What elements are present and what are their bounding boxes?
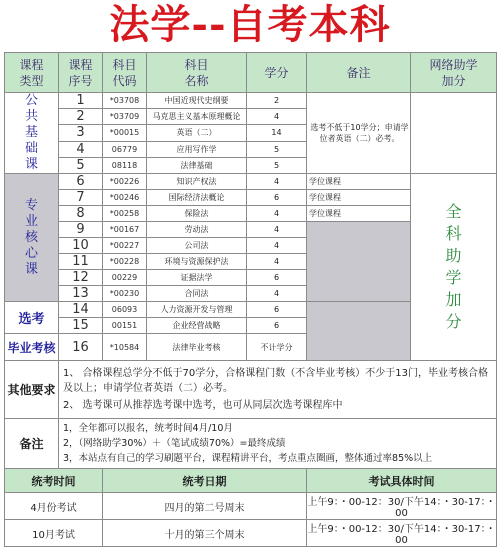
row-seq: 1 bbox=[59, 93, 103, 109]
row-credit: 2 bbox=[247, 93, 307, 109]
row-credit: 4 bbox=[247, 286, 307, 302]
public-remark: 选考不低于10学分；申请学位者英语（二）必考。 bbox=[307, 93, 411, 174]
row-seq: 10 bbox=[59, 238, 103, 254]
row-seq: 9 bbox=[59, 222, 103, 238]
row-credit: 不计学分 bbox=[247, 334, 307, 361]
header-online: 网络助学 加分 bbox=[411, 53, 497, 93]
remark-blank-lower bbox=[307, 302, 411, 361]
exam-header-row bbox=[5, 469, 497, 493]
group-public: 公 共 基 础 课 bbox=[5, 93, 59, 174]
row-seq: 8 bbox=[59, 206, 103, 222]
row-name: 证据法学 bbox=[147, 270, 247, 286]
row-seq: 5 bbox=[59, 157, 103, 173]
row-credit: 4 bbox=[247, 254, 307, 270]
row-seq: 11 bbox=[59, 254, 103, 270]
row-remark: 学位课程 bbox=[307, 174, 411, 190]
row-name: 企业经营战略 bbox=[147, 318, 247, 334]
other-requirements-text bbox=[59, 361, 497, 419]
row-name: 环境与资源保护法 bbox=[147, 254, 247, 270]
row-credit: 4 bbox=[247, 238, 307, 254]
row-credit: 5 bbox=[247, 141, 307, 157]
group-major: 专 业 核 心 课 bbox=[5, 174, 59, 302]
row-credit: 4 bbox=[247, 109, 307, 125]
row-code: 08118 bbox=[103, 157, 147, 173]
row-name: 公司法 bbox=[147, 238, 247, 254]
exam-date: 四月的第二号周末 bbox=[103, 493, 307, 520]
row-seq: 2 bbox=[59, 109, 103, 125]
row-credit: 5 bbox=[247, 157, 307, 173]
row-code: 00151 bbox=[103, 318, 147, 334]
other-requirements-line-2: 2、 选考课可从推荐选考课中选考，也可从同层次选考课程库中 bbox=[63, 400, 343, 411]
row-code: 06779 bbox=[103, 141, 147, 157]
exam-time: 4月份考试 bbox=[5, 493, 103, 520]
notes-row bbox=[5, 419, 497, 469]
row-seq: 12 bbox=[59, 270, 103, 286]
header-remark: 备注 bbox=[307, 53, 411, 93]
exam-row bbox=[5, 493, 497, 520]
group-elective: 选考 bbox=[5, 302, 59, 334]
page-title: 法学--自考本科 bbox=[109, 1, 391, 48]
row-credit: 6 bbox=[247, 318, 307, 334]
row-seq: 3 bbox=[59, 125, 103, 141]
exam-header-date: 统考日期 bbox=[103, 469, 307, 493]
other-requirements-label: 其他要求 bbox=[5, 361, 59, 419]
notes-line-1: 1，全年都可以报名，统考时间4月/10月 bbox=[63, 423, 233, 434]
header-seq: 课程 序号 bbox=[59, 53, 103, 93]
table-row bbox=[5, 93, 497, 109]
row-credit: 6 bbox=[247, 270, 307, 286]
row-code: *10584 bbox=[103, 334, 147, 361]
online-bonus-all: 全 科 助 学 加 分 bbox=[411, 174, 497, 361]
row-code: *00167 bbox=[103, 222, 147, 238]
row-name: 劳动法 bbox=[147, 222, 247, 238]
group-graduation: 毕业考核 bbox=[5, 334, 59, 361]
row-name: 马克思主义基本原理概论 bbox=[147, 109, 247, 125]
row-seq: 13 bbox=[59, 286, 103, 302]
online-blank-top bbox=[411, 93, 497, 174]
exam-detail: 上午9：・00-12：30/下午14：・30-17：・00 bbox=[307, 493, 497, 520]
row-name: 英语（二） bbox=[147, 125, 247, 141]
row-remark: 学位课程 bbox=[307, 190, 411, 206]
row-name: 法律毕业考核 bbox=[147, 334, 247, 361]
header-credit: 学分 bbox=[247, 53, 307, 93]
row-seq: 16 bbox=[59, 334, 103, 361]
exam-time: 10月考试 bbox=[5, 520, 103, 547]
row-name: 应用写作学 bbox=[147, 141, 247, 157]
row-code: *03708 bbox=[103, 93, 147, 109]
row-name: 国际经济法概论 bbox=[147, 190, 247, 206]
row-credit: 6 bbox=[247, 302, 307, 318]
exam-date: 十月的第三个周末 bbox=[103, 520, 307, 547]
row-name: 知识产权法 bbox=[147, 174, 247, 190]
header-category: 课程 类型 bbox=[5, 53, 59, 93]
remark-blank bbox=[307, 222, 411, 302]
row-code: 00229 bbox=[103, 270, 147, 286]
row-credit: 4 bbox=[247, 174, 307, 190]
row-code: *03709 bbox=[103, 109, 147, 125]
row-code: *00230 bbox=[103, 286, 147, 302]
row-code: *00228 bbox=[103, 254, 147, 270]
other-requirements-line-1: 1、 合格课程总学分不低于70学分，合格课程门数（不含毕业考核）不少于13门，毕业考核合格及以上；申请学位者英语（二）必考。 bbox=[63, 368, 488, 394]
row-seq: 6 bbox=[59, 174, 103, 190]
row-name: 人力资源开发与管理 bbox=[147, 302, 247, 318]
exam-detail: 上午9：・00-12：30/下午14：・30-17：・00 bbox=[307, 520, 497, 547]
row-code: *00015 bbox=[103, 125, 147, 141]
table-header-row bbox=[5, 53, 497, 93]
row-seq: 15 bbox=[59, 318, 103, 334]
exam-header-detail: 考试具体时间 bbox=[307, 469, 497, 493]
course-table bbox=[4, 52, 497, 547]
row-code: *00227 bbox=[103, 238, 147, 254]
row-code: *00258 bbox=[103, 206, 147, 222]
table-row bbox=[5, 174, 497, 190]
row-code: *00246 bbox=[103, 190, 147, 206]
row-remark: 学位课程 bbox=[307, 206, 411, 222]
row-code: *00226 bbox=[103, 174, 147, 190]
exam-header-time: 统考时间 bbox=[5, 469, 103, 493]
exam-row bbox=[5, 520, 497, 547]
row-credit: 14 bbox=[247, 125, 307, 141]
row-seq: 4 bbox=[59, 141, 103, 157]
row-name: 合同法 bbox=[147, 286, 247, 302]
notes-line-3: 3，本站点有自己的学习刷题平台，课程精讲平台，考点重点圈画，整体通过率85%以上 bbox=[63, 453, 433, 464]
row-credit: 6 bbox=[247, 190, 307, 206]
row-code: 06093 bbox=[103, 302, 147, 318]
notes-line-2: 2，（网络助学30%）＋（笔试成绩70%）=最终成绩 bbox=[63, 438, 286, 449]
row-credit: 4 bbox=[247, 206, 307, 222]
header-name: 科目 名称 bbox=[147, 53, 247, 93]
notes-label: 备注 bbox=[5, 419, 59, 469]
row-credit: 4 bbox=[247, 222, 307, 238]
row-name: 保险法 bbox=[147, 206, 247, 222]
other-requirements-row bbox=[5, 361, 497, 419]
row-name: 法律基础 bbox=[147, 157, 247, 173]
row-seq: 14 bbox=[59, 302, 103, 318]
row-name: 中国近现代史纲要 bbox=[147, 93, 247, 109]
row-seq: 7 bbox=[59, 190, 103, 206]
notes-text bbox=[59, 419, 497, 469]
header-code: 科目 代码 bbox=[103, 53, 147, 93]
